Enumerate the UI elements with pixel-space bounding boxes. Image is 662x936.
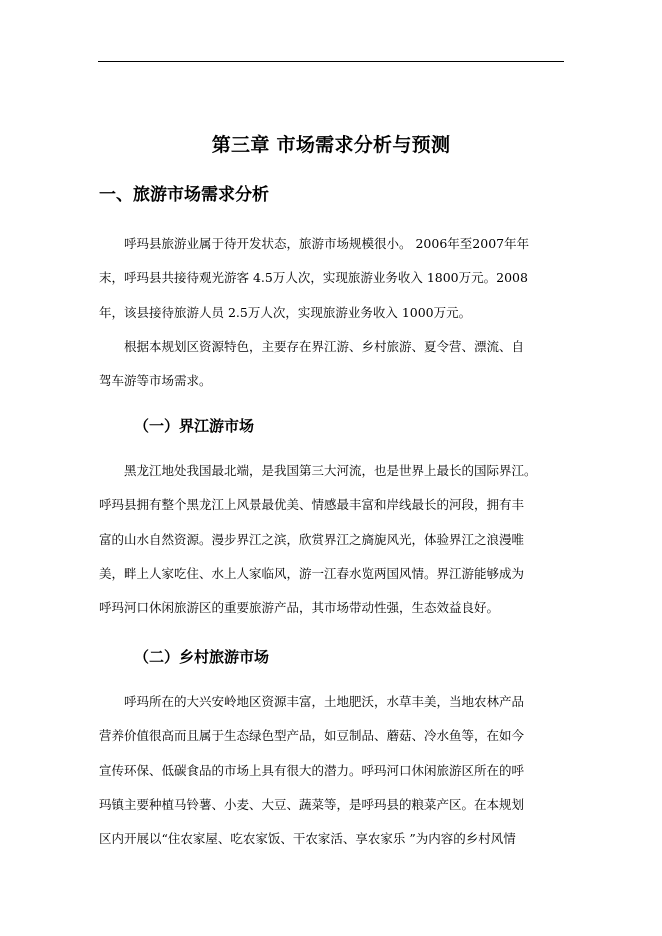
paragraph-line: 营养价值很高而且属于生态绿色型产品，如豆制品、蘑菇、冷水鱼等，在如今 [99, 728, 525, 744]
paragraph-line: 呼玛所在的大兴安岭地区资源丰富，土地肥沃，水草丰美，当地农林产品 [124, 694, 525, 709]
paragraph-line: 黑龙江地处我国最北端，是我国第三大河流，也是世界上最长的国际界江。 [124, 463, 537, 478]
paragraph-line: 末，呼玛县共接待观光游客 4.5万人次，实现旅游业务收入 1800万元。2008 [99, 270, 528, 286]
intro-paragraph-1 [99, 227, 549, 330]
paragraph-line: 年，该县接待旅游人员 2.5万人次，实现旅游业务收入 1000万元。 [99, 304, 472, 320]
subsection-2-heading: （二）乡村旅游市场 [134, 648, 270, 666]
header-rule [98, 61, 564, 62]
subsection-1-heading: （一）界江游市场 [134, 417, 255, 435]
section-heading: 一、旅游市场需求分析 [99, 185, 269, 205]
paragraph-line: 宣传环保、低碳食品的市场上具有很大的潜力。呼玛河口休闲旅游区所在的呼 [99, 762, 525, 778]
subsection-2-paragraph [99, 685, 549, 856]
chapter-title: 第三章 市场需求分析与预测 [211, 134, 451, 156]
paragraph-line: 根据本规划区资源特色，主要存在界江游、乡村旅游、夏令营、漂流、自 [124, 339, 525, 354]
paragraph-line: 呼玛县旅游业属于待开发状态，旅游市场规模很小。 2006年至2007年年 [124, 236, 530, 251]
intro-paragraph-2 [99, 330, 549, 399]
subsection-1-paragraph [99, 454, 549, 625]
paragraph-line: 驾车游等市场需求。 [99, 373, 212, 389]
paragraph-line: 美，畔上人家吃住、水上人家临风，游一江春水览两国风情。界江游能够成为 [99, 565, 525, 581]
paragraph-line: 富的山水自然资源。漫步界江之滨，欣赏界江之旖旎风光，体验界江之浪漫唯 [99, 531, 525, 547]
paragraph-line: 区内开展以“住农家屋、吃农家饭、干农家活、享农家乐 ”为内容的乡村风情 [99, 831, 516, 847]
paragraph-line: 呼玛河口休闲旅游区的重要旅游产品，其市场带动性强，生态效益良好。 [99, 600, 500, 616]
paragraph-line: 呼玛县拥有整个黑龙江上风景最优美、情感最丰富和岸线最长的河段，拥有丰 [99, 497, 525, 513]
paragraph-line: 玛镇主要种植马铃薯、小麦、大豆、蔬菜等，是呼玛县的粮菜产区。在本规划 [99, 796, 525, 812]
